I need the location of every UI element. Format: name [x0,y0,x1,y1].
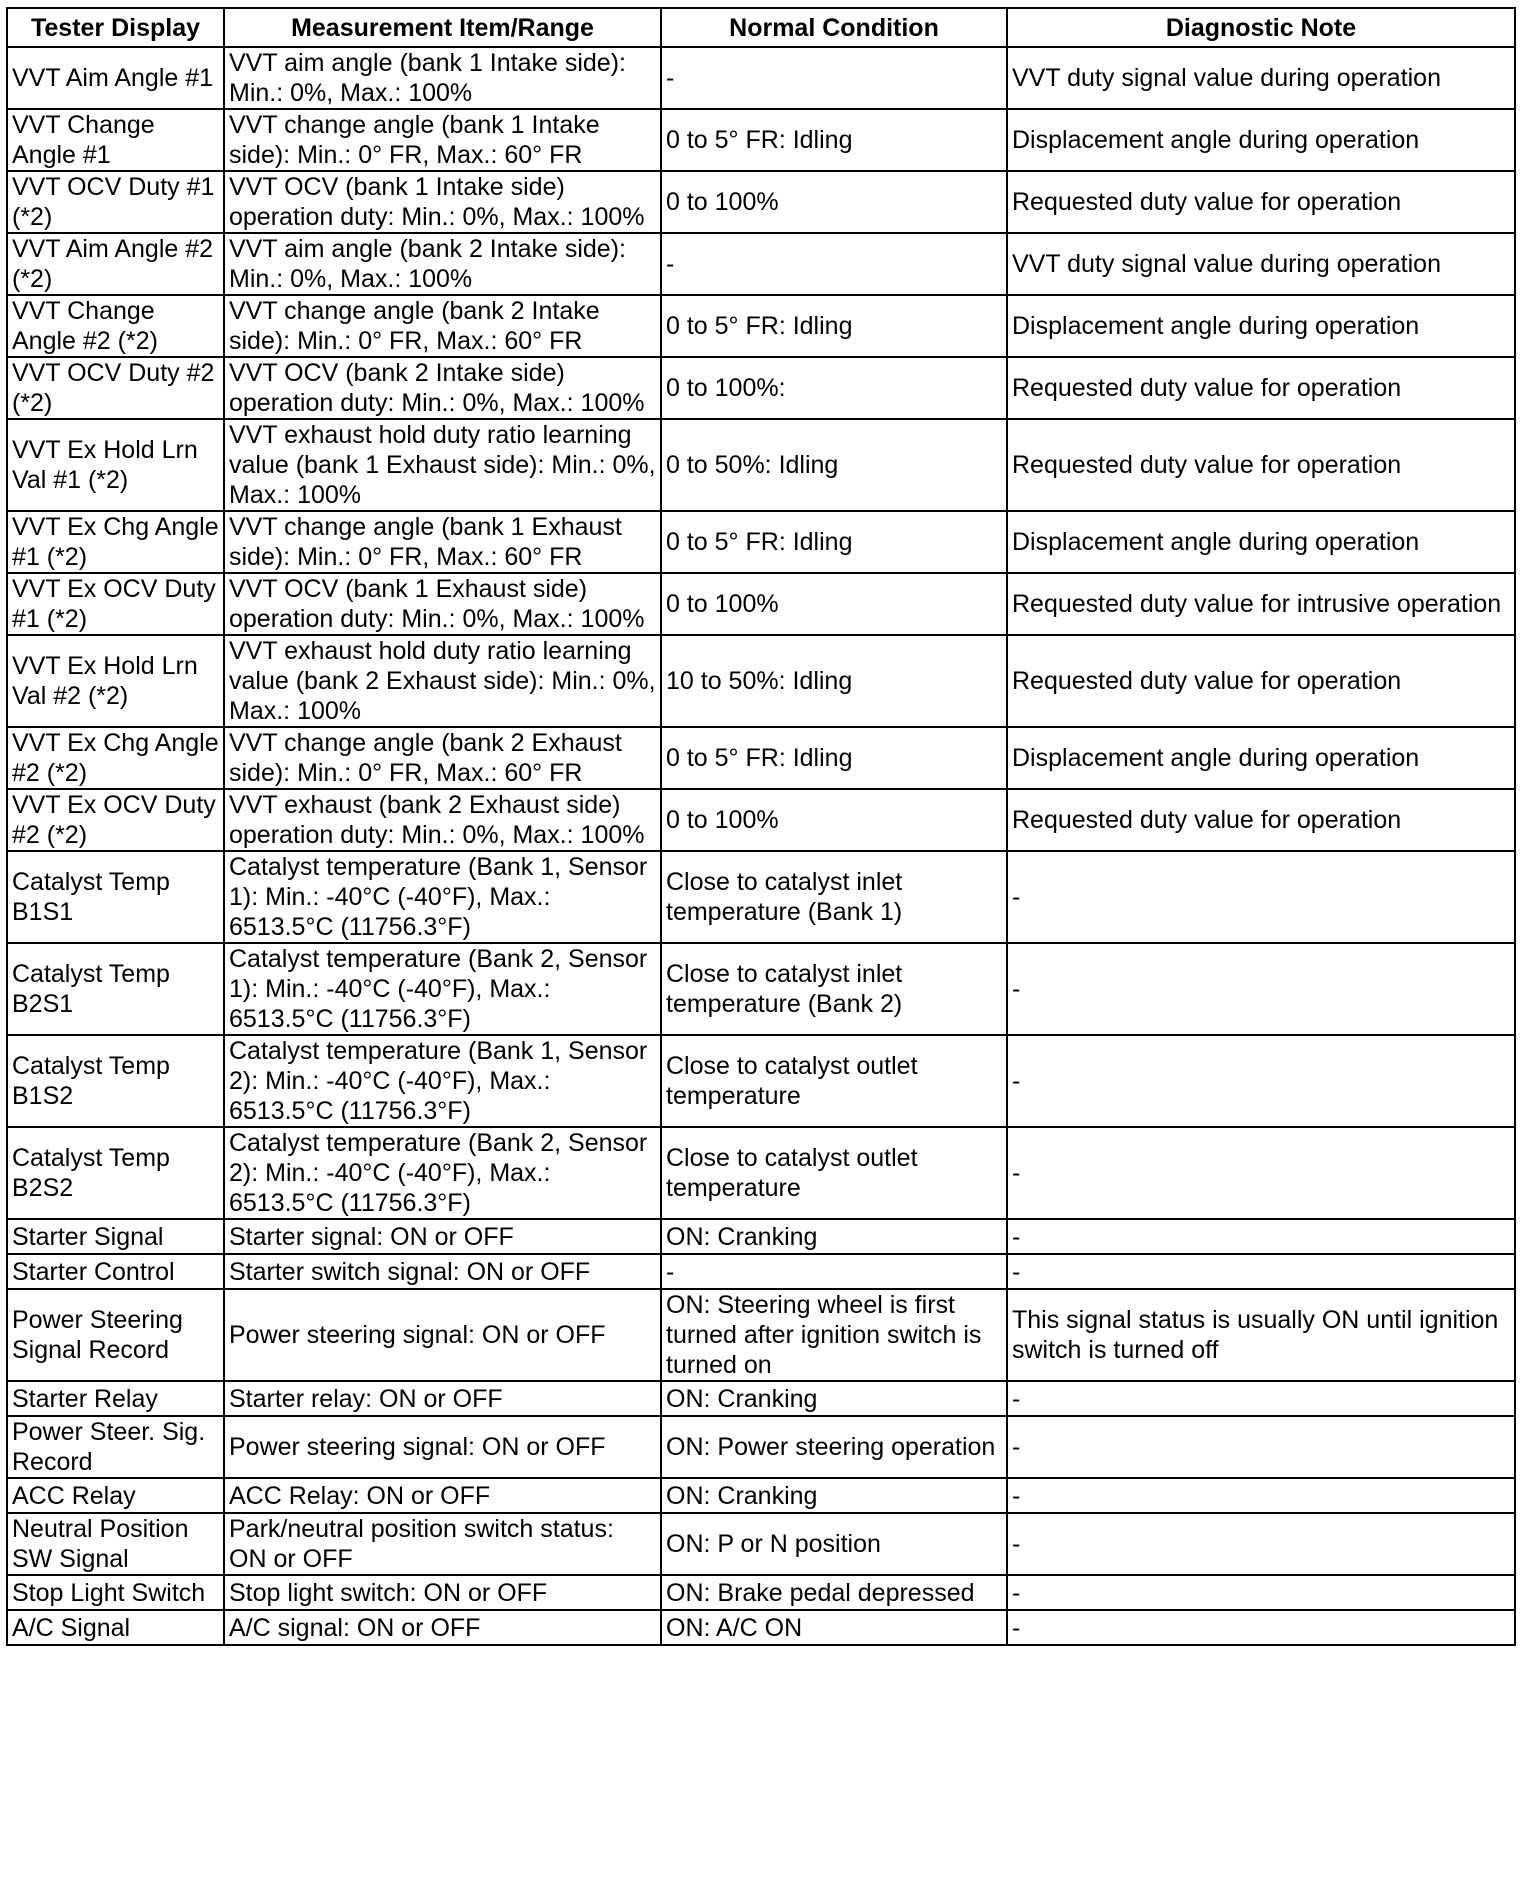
table-row [7,573,1515,635]
cell-normal-condition: 0 to 5° FR: Idling [661,109,1007,171]
cell-diagnostic-note: Requested duty value for operation [1007,789,1515,851]
cell-normal-condition: ON: Power steering operation [661,1416,1007,1478]
cell-measurement-item: Power steering signal: ON or OFF [224,1289,661,1381]
cell-diagnostic-note: Displacement angle during operation [1007,109,1515,171]
cell-measurement-item: VVT OCV (bank 2 Intake side) operation duty: Min.: 0%, Max.: 100% [224,357,661,419]
cell-diagnostic-note: Requested duty value for intrusive operation [1007,573,1515,635]
table-row [7,233,1515,295]
cell-normal-condition: 10 to 50%: Idling [661,635,1007,727]
cell-tester-display: Starter Signal [7,1219,224,1254]
cell-tester-display: VVT Ex Chg Angle #1 (*2) [7,511,224,573]
cell-normal-condition: ON: Cranking [661,1219,1007,1254]
cell-normal-condition: Close to catalyst outlet temperature [661,1035,1007,1127]
header-row [7,8,1515,47]
cell-measurement-item: Catalyst temperature (Bank 1, Sensor 1): Min.: -40°C (-40°F), Max.: 6513.5°C (11756.3°F) [224,851,661,943]
cell-normal-condition: ON: Cranking [661,1381,1007,1416]
table-row [7,295,1515,357]
cell-measurement-item: VVT exhaust hold duty ratio learning value (bank 2 Exhaust side): Min.: 0%, Max.: 100% [224,635,661,727]
cell-normal-condition: 0 to 100% [661,171,1007,233]
cell-measurement-item: VVT OCV (bank 1 Intake side) operation duty: Min.: 0%, Max.: 100% [224,171,661,233]
cell-tester-display: VVT Aim Angle #1 [7,47,224,109]
cell-measurement-item: VVT OCV (bank 1 Exhaust side) operation duty: Min.: 0%, Max.: 100% [224,573,661,635]
cell-tester-display: VVT Ex OCV Duty #2 (*2) [7,789,224,851]
cell-diagnostic-note: Displacement angle during operation [1007,295,1515,357]
cell-tester-display: Stop Light Switch [7,1575,224,1610]
cell-normal-condition: 0 to 100% [661,789,1007,851]
cell-normal-condition: Close to catalyst inlet temperature (Bank 1) [661,851,1007,943]
document-page [6,7,1516,1646]
cell-normal-condition: ON: A/C ON [661,1610,1007,1645]
cell-tester-display: Catalyst Temp B2S1 [7,943,224,1035]
cell-normal-condition: - [661,1254,1007,1289]
cell-diagnostic-note: - [1007,943,1515,1035]
cell-normal-condition: ON: Cranking [661,1478,1007,1513]
table-row [7,1127,1515,1219]
cell-diagnostic-note: VVT duty signal value during operation [1007,233,1515,295]
table-row [7,1381,1515,1416]
cell-tester-display: VVT Change Angle #1 [7,109,224,171]
table-row [7,511,1515,573]
cell-measurement-item: VVT exhaust hold duty ratio learning value (bank 1 Exhaust side): Min.: 0%, Max.: 100% [224,419,661,511]
cell-measurement-item: Starter relay: ON or OFF [224,1381,661,1416]
cell-diagnostic-note: - [1007,1513,1515,1575]
cell-measurement-item: Starter signal: ON or OFF [224,1219,661,1254]
header-normal-condition: Normal Condition [661,8,1007,47]
cell-tester-display: Catalyst Temp B1S1 [7,851,224,943]
table-row [7,357,1515,419]
cell-normal-condition: Close to catalyst inlet temperature (Bank 2) [661,943,1007,1035]
table-row [7,635,1515,727]
cell-diagnostic-note: Requested duty value for operation [1007,357,1515,419]
cell-diagnostic-note: Requested duty value for operation [1007,171,1515,233]
table-row [7,943,1515,1035]
cell-tester-display: A/C Signal [7,1610,224,1645]
cell-measurement-item: Catalyst temperature (Bank 2, Sensor 1): Min.: -40°C (-40°F), Max.: 6513.5°C (11756.3°F) [224,943,661,1035]
table-row [7,727,1515,789]
cell-tester-display: VVT Ex Chg Angle #2 (*2) [7,727,224,789]
cell-measurement-item: VVT exhaust (bank 2 Exhaust side) operation duty: Min.: 0%, Max.: 100% [224,789,661,851]
cell-measurement-item: VVT change angle (bank 2 Exhaust side): Min.: 0° FR, Max.: 60° FR [224,727,661,789]
cell-tester-display: VVT Change Angle #2 (*2) [7,295,224,357]
cell-normal-condition: 0 to 5° FR: Idling [661,295,1007,357]
cell-measurement-item: Park/neutral position switch status: ON or OFF [224,1513,661,1575]
table-row [7,789,1515,851]
header-tester-display: Tester Display [7,8,224,47]
cell-tester-display: Neutral Position SW Signal [7,1513,224,1575]
cell-measurement-item: Stop light switch: ON or OFF [224,1575,661,1610]
cell-tester-display: VVT Ex Hold Lrn Val #2 (*2) [7,635,224,727]
cell-tester-display: Starter Control [7,1254,224,1289]
table-row [7,419,1515,511]
cell-measurement-item: Power steering signal: ON or OFF [224,1416,661,1478]
cell-diagnostic-note: - [1007,1381,1515,1416]
table-row [7,1035,1515,1127]
cell-tester-display: Starter Relay [7,1381,224,1416]
cell-diagnostic-note: - [1007,1219,1515,1254]
cell-diagnostic-note: This signal status is usually ON until ignition switch is turned off [1007,1289,1515,1381]
cell-diagnostic-note: - [1007,1035,1515,1127]
cell-diagnostic-note: - [1007,1478,1515,1513]
cell-measurement-item: A/C signal: ON or OFF [224,1610,661,1645]
cell-diagnostic-note: VVT duty signal value during operation [1007,47,1515,109]
cell-normal-condition: Close to catalyst outlet temperature [661,1127,1007,1219]
cell-measurement-item: VVT change angle (bank 2 Intake side): Min.: 0° FR, Max.: 60° FR [224,295,661,357]
cell-diagnostic-note: - [1007,1254,1515,1289]
table-row [7,1478,1515,1513]
cell-tester-display: VVT OCV Duty #1 (*2) [7,171,224,233]
header-measurement-item: Measurement Item/Range [224,8,661,47]
cell-normal-condition: - [661,47,1007,109]
cell-normal-condition: 0 to 100%: [661,357,1007,419]
table-row [7,171,1515,233]
cell-normal-condition: ON: Brake pedal depressed [661,1575,1007,1610]
header-diagnostic-note: Diagnostic Note [1007,8,1515,47]
cell-tester-display: Catalyst Temp B2S2 [7,1127,224,1219]
cell-measurement-item: ACC Relay: ON or OFF [224,1478,661,1513]
cell-measurement-item: VVT aim angle (bank 2 Intake side): Min.: 0%, Max.: 100% [224,233,661,295]
cell-tester-display: VVT Ex OCV Duty #1 (*2) [7,573,224,635]
table-row [7,1513,1515,1575]
table-row [7,1219,1515,1254]
cell-measurement-item: VVT change angle (bank 1 Exhaust side): Min.: 0° FR, Max.: 60° FR [224,511,661,573]
table-row [7,1416,1515,1478]
table-row [7,1575,1515,1610]
cell-normal-condition: ON: Steering wheel is first turned after ignition switch is turned on [661,1289,1007,1381]
cell-normal-condition: 0 to 100% [661,573,1007,635]
table-row [7,109,1515,171]
table-row [7,1289,1515,1381]
cell-diagnostic-note: - [1007,1416,1515,1478]
table-row [7,47,1515,109]
cell-normal-condition: 0 to 5° FR: Idling [661,727,1007,789]
cell-diagnostic-note: - [1007,1127,1515,1219]
cell-tester-display: VVT OCV Duty #2 (*2) [7,357,224,419]
cell-diagnostic-note: Requested duty value for operation [1007,635,1515,727]
cell-tester-display: VVT Aim Angle #2 (*2) [7,233,224,295]
cell-diagnostic-note: Displacement angle during operation [1007,511,1515,573]
cell-tester-display: Power Steering Signal Record [7,1289,224,1381]
cell-normal-condition: 0 to 5° FR: Idling [661,511,1007,573]
table-row [7,1254,1515,1289]
cell-normal-condition: 0 to 50%: Idling [661,419,1007,511]
cell-tester-display: Catalyst Temp B1S2 [7,1035,224,1127]
cell-measurement-item: Starter switch signal: ON or OFF [224,1254,661,1289]
cell-normal-condition: - [661,233,1007,295]
cell-measurement-item: Catalyst temperature (Bank 1, Sensor 2): Min.: -40°C (-40°F), Max.: 6513.5°C (11756.3°F) [224,1035,661,1127]
data-list-table [6,7,1516,1646]
cell-diagnostic-note: - [1007,1575,1515,1610]
cell-measurement-item: Catalyst temperature (Bank 2, Sensor 2): Min.: -40°C (-40°F), Max.: 6513.5°C (11756.3°F) [224,1127,661,1219]
cell-measurement-item: VVT change angle (bank 1 Intake side): Min.: 0° FR, Max.: 60° FR [224,109,661,171]
cell-diagnostic-note: Displacement angle during operation [1007,727,1515,789]
cell-tester-display: VVT Ex Hold Lrn Val #1 (*2) [7,419,224,511]
cell-normal-condition: ON: P or N position [661,1513,1007,1575]
cell-tester-display: Power Steer. Sig. Record [7,1416,224,1478]
table-row [7,851,1515,943]
cell-diagnostic-note: - [1007,1610,1515,1645]
table-row [7,1610,1515,1645]
cell-measurement-item: VVT aim angle (bank 1 Intake side): Min.: 0%, Max.: 100% [224,47,661,109]
cell-diagnostic-note: - [1007,851,1515,943]
cell-diagnostic-note: Requested duty value for operation [1007,419,1515,511]
cell-tester-display: ACC Relay [7,1478,224,1513]
